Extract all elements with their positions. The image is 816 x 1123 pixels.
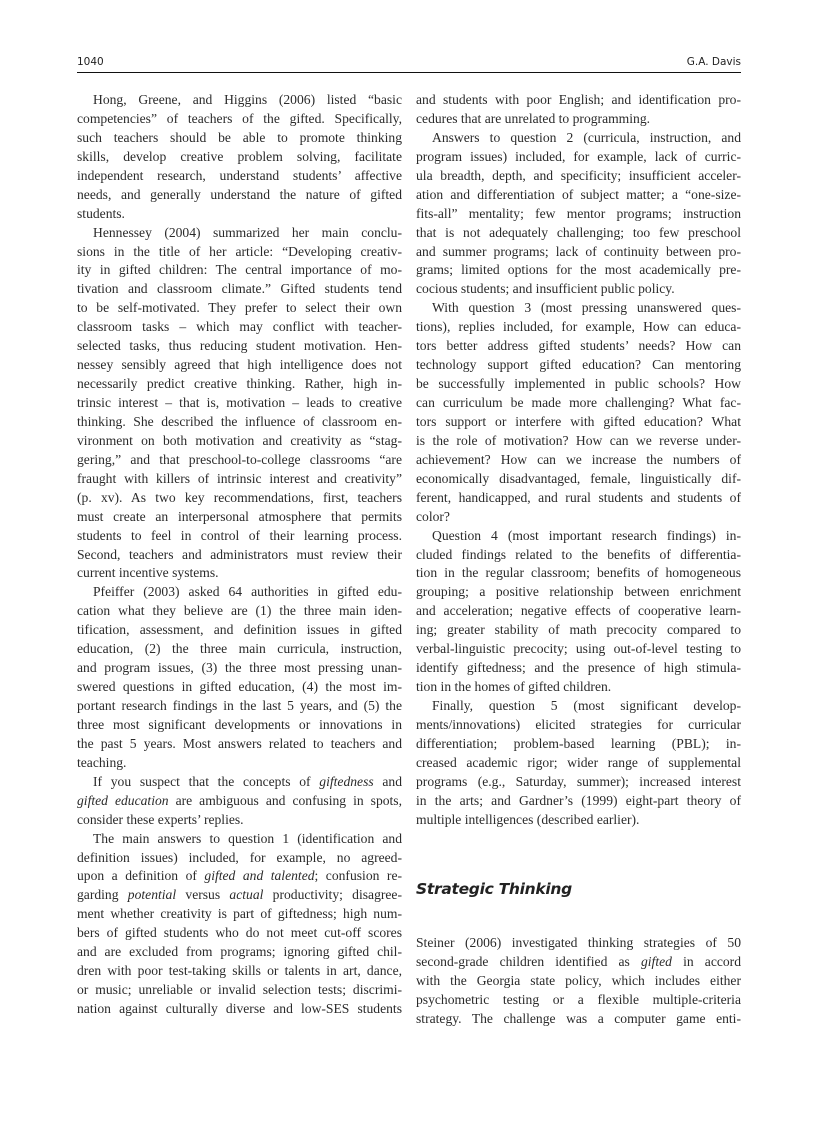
text-line: students. xyxy=(77,205,125,221)
text-line: cluded findings related to the benefits of differentia- xyxy=(416,546,741,562)
left-column xyxy=(77,91,402,1019)
text-line: three most significant developments or innovations in xyxy=(77,716,402,732)
paragraph xyxy=(416,299,741,526)
text-line: grams; limited options for the most academically pre- xyxy=(416,262,741,278)
paragraph xyxy=(77,91,402,224)
text-line: multiple intelligences (described earlier). xyxy=(416,811,640,827)
text-line: ments/innovations) elicited strategies for curricular xyxy=(416,716,741,732)
text-line: is the role of motivation? How can we reverse under- xyxy=(416,432,741,448)
text-line: Second, teachers and administrators must review their xyxy=(77,546,402,562)
text-line: tification, assessment, and definition issues in gifted xyxy=(77,622,402,638)
page-number: 1040 xyxy=(77,56,104,68)
text-line: Hennessey (2004) summarized her main conclu- xyxy=(93,224,402,240)
text-line: students to feel in control of their learning process. xyxy=(77,527,402,543)
text-line: sions in the title of her article: “Developing creativ- xyxy=(77,243,402,259)
text-line: identify giftedness; and the presence of high stimula- xyxy=(416,660,741,676)
text-line: grouping; a positive relationship between enrichment xyxy=(416,584,741,600)
text-line: skills, develop creative problem solving, facilitate xyxy=(77,148,402,164)
paragraph xyxy=(416,91,741,129)
italic-term: giftedness xyxy=(319,773,374,789)
text-line: competencies” of teachers of the gifted. Specifically, xyxy=(77,110,402,126)
text-line: and acceleration; negative effects of cooperative learn- xyxy=(416,603,741,619)
paragraph xyxy=(416,934,741,1029)
text-line: to be self-motivated. They prefer to select their own xyxy=(77,300,402,316)
paragraph xyxy=(77,773,402,830)
text-line: with the Georgia state policy, which includes either xyxy=(416,972,741,988)
text-line: tors better address gifted students’ needs? How can xyxy=(416,338,741,354)
text-line: cation what they believe are (1) the three main iden- xyxy=(77,603,402,619)
running-author: G.A. Davis xyxy=(686,56,741,68)
text-line: program issues) included, for example, lack of curric- xyxy=(416,148,741,164)
section-body xyxy=(416,934,741,1029)
paragraph xyxy=(416,527,741,697)
text-line: nessey sensibly agreed that high intelligence does not xyxy=(77,357,402,373)
text-line: independent research, understand students’ affective xyxy=(77,167,402,183)
text-line: Hong, Greene, and Higgins (2006) listed “basic xyxy=(93,92,402,107)
italic-term: gifted xyxy=(640,953,672,969)
text-line: psychometric testing or a flexible multiple-criteria xyxy=(416,991,741,1007)
paragraph xyxy=(77,830,402,1019)
text-line: in the arts; and Gardner’s (1999) eight-part theory of xyxy=(416,792,741,808)
text-line: Answers to question 2 (curricula, instruction, and xyxy=(432,129,741,145)
text-line: current incentive systems. xyxy=(77,565,219,581)
text-line: be successfully implemented in public schools? How xyxy=(416,376,741,392)
text-line: upon a definition of gifted and talented; confusion re- xyxy=(77,868,402,884)
text-line: must create an interpersonal atmosphere that permits xyxy=(77,508,402,524)
text-line: verbal-linguistic precocity; using out-of-level testing to xyxy=(416,641,741,657)
italic-term: potential xyxy=(127,887,177,903)
text-line: Steiner (2006) investigated thinking strategies of 50 xyxy=(416,935,741,950)
text-line: ment whether creativity is part of giftedness; high num- xyxy=(77,906,402,922)
text-line: ity in gifted children: The central importance of mo- xyxy=(77,262,402,278)
text-line: color? xyxy=(416,508,450,524)
section-heading: Strategic Thinking xyxy=(416,880,572,898)
text-line: selected tasks, thus reducing student motivation. Hen- xyxy=(77,338,402,354)
text-line: Question 4 (most important research findings) in- xyxy=(432,527,741,543)
text-line: bers of gifted students who do not meet cut-off scores xyxy=(77,925,402,941)
text-line: dren with poor test-taking skills or talents in art, dance, xyxy=(77,963,402,979)
text-line: and summer programs; lack of continuity between pro- xyxy=(416,243,741,259)
text-line: and program issues, (3) the three most pressing unan- xyxy=(77,660,402,676)
text-line: such teachers should be able to promote thinking xyxy=(77,129,402,145)
text-line: (p. xv). As two key recommendations, first, teachers xyxy=(77,489,402,505)
text-line: or music; unreliable or invalid selection tests; discrimi- xyxy=(77,982,402,998)
text-line: ula breadth, depth, and specificity; insufficient acceler- xyxy=(416,167,741,183)
text-line: cedures that are unrelated to programming. xyxy=(416,110,651,126)
text-line: definition issues) included, for example, no agreed- xyxy=(77,849,402,865)
text-line: differentiation; problem-based learning (PBL); in- xyxy=(416,735,741,751)
text-line: vironment on both motivation and creativity as “stag- xyxy=(77,432,402,448)
italic-term: gifted and talented xyxy=(204,868,315,884)
text-line: nation against culturally diverse and low-SES students xyxy=(77,1001,402,1016)
text-line: needs, and generally understand the nature of gifted xyxy=(77,186,402,202)
text-line: tion in the homes of gifted children. xyxy=(416,679,612,695)
paragraph xyxy=(77,224,402,584)
text-line: necessarily predict creative thinking. Rather, high in- xyxy=(77,376,402,392)
text-line: teaching. xyxy=(77,754,127,770)
text-line: If you suspect that the concepts of giftedness and xyxy=(93,773,403,789)
text-line: achievement? How can we increase the numbers of xyxy=(416,451,741,467)
text-line: trinsic interest – that is, motivation – leads to creative xyxy=(77,395,402,410)
text-line: second-grade children identified as gifted in accord xyxy=(416,953,742,969)
text-line: swered questions in gifted education, (4) the most im- xyxy=(77,679,402,695)
text-line: fits-all” mentality; few mentor programs; instruction xyxy=(416,205,741,221)
text-line: fraught with killers of intrinsic interest and creativity” xyxy=(77,470,402,486)
paragraph xyxy=(77,583,402,772)
italic-term: actual xyxy=(229,887,264,903)
text-line: programs (e.g., Saturday, summer); increased interest xyxy=(416,773,741,789)
text-line: thinking. She described the influence of classroom en- xyxy=(77,413,402,429)
text-line: consider these experts’ replies. xyxy=(77,811,244,827)
text-line: creased academic rigor; wider range of supplemental xyxy=(416,754,741,770)
text-line: that is not adequately challenging; too few preschool xyxy=(416,224,741,240)
text-line: tors support or interfere with gifted education? What xyxy=(416,413,741,429)
italic-term: gifted education xyxy=(77,792,169,808)
text-line: tivation and classroom climate.” Gifted students tend xyxy=(77,281,402,297)
paragraph xyxy=(416,697,741,830)
paragraph xyxy=(416,129,741,299)
text-line: The main answers to question 1 (identification and xyxy=(93,830,402,846)
text-line: economically disadvantaged, female, linguistically dif- xyxy=(416,470,741,486)
text-line: cocious students; and insufficient public policy. xyxy=(416,281,675,297)
text-line: tion in the regular classroom; benefits of homogeneous xyxy=(416,565,741,581)
text-line: technology support gifted education? Can mentoring xyxy=(416,357,741,373)
text-line: gifted education are ambiguous and confusing in spots, xyxy=(77,792,402,808)
text-line: education, (2) the three main curricula, instruction, xyxy=(77,641,402,657)
right-column xyxy=(416,91,741,830)
text-line: and students with poor English; and identification pro- xyxy=(416,92,741,107)
text-line: Pfeiffer (2003) asked 64 authorities in gifted edu- xyxy=(93,584,402,600)
text-line: tions), replies included, for example, How can educa- xyxy=(416,319,741,335)
text-line: classroom tasks – which may conflict with teacher- xyxy=(77,319,402,335)
text-line: strategy. The challenge was a computer game enti- xyxy=(416,1010,741,1026)
text-line: and are excluded from programs; ignoring gifted chil- xyxy=(77,944,402,960)
text-line: With question 3 (most pressing unanswered ques- xyxy=(432,300,741,316)
text-line: gering,” and that preschool-to-college classrooms “are xyxy=(77,451,402,467)
text-line: ing; greater stability of math precocity compared to xyxy=(416,622,741,638)
text-line: Finally, question 5 (most significant develop- xyxy=(432,698,741,713)
text-line: portant research findings in the last 5 years, and (5) the xyxy=(77,698,402,713)
text-line: the past 5 years. Most answers related to teachers and xyxy=(77,735,402,751)
text-line: ferent, handicapped, and rural students and students of xyxy=(416,489,741,505)
running-header xyxy=(77,56,741,73)
text-line: ation and differentiation of subject matter; a “one-size- xyxy=(416,186,741,202)
text-line: can curriculum be made more challenging? What fac- xyxy=(416,395,741,410)
text-line: garding potential versus actual productivity; disagree- xyxy=(77,887,402,903)
